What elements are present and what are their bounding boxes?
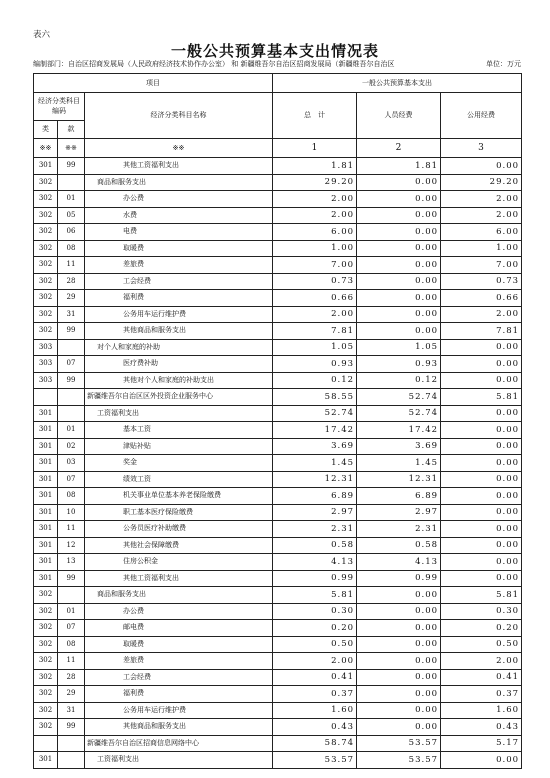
cell-personnel: 53.57 [357,752,441,769]
table-row [34,735,522,752]
cell-total: 0.66 [273,290,357,307]
cell-total: 17.42 [273,422,357,439]
cell-name: 取暖费 [85,240,273,257]
cell-lei: 301 [34,554,58,571]
table-row [34,554,522,571]
cell-total: 1.05 [273,339,357,356]
cell-name: 商品和服务支出 [85,174,273,191]
cell-lei: 301 [34,504,58,521]
header-row [34,74,522,93]
cell-public: 2.00 [441,653,522,670]
cell-public: 0.00 [441,372,522,389]
cell-personnel: 0.00 [357,191,441,208]
cell-public: 0.00 [441,339,522,356]
cell-public: 0.00 [441,752,522,769]
cell-name: 其他对个人和家庭的补助支出 [85,372,273,389]
header-total: 总 计 [273,93,357,139]
cell-personnel: 0.00 [357,273,441,290]
cell-total: 58.55 [273,389,357,406]
cell-total: 0.73 [273,273,357,290]
table-row [34,372,522,389]
cell-personnel: 0.00 [357,719,441,736]
table-row [34,306,522,323]
table-row [34,752,522,769]
cell-name: 福利费 [85,290,273,307]
table-row [34,620,522,637]
cell-name: 其他工资福利支出 [85,158,273,175]
table-row [34,257,522,274]
cell-name: 工会经费 [85,273,273,290]
cell-lei: 301 [34,488,58,505]
cell-total: 6.89 [273,488,357,505]
cell-kuan: 06 [58,224,85,241]
cell-name: 住房公积金 [85,554,273,571]
cell-kuan: 13 [58,554,85,571]
table-row [34,356,522,373]
cell-lei: 302 [34,587,58,604]
cell-lei [34,735,58,752]
cell-total: 1.60 [273,702,357,719]
header-lei: 类 [34,121,58,139]
cell-kuan: 99 [58,719,85,736]
cell-personnel: 1.05 [357,339,441,356]
cell-public: 6.00 [441,224,522,241]
page-label: 表六 [33,30,51,40]
header-row [34,139,522,158]
cell-name: 其他工资福利支出 [85,570,273,587]
cell-personnel: 52.74 [357,405,441,422]
cell-personnel: 0.00 [357,207,441,224]
cell-personnel: 2.31 [357,521,441,538]
cell-lei: 302 [34,273,58,290]
cell-public: 29.20 [441,174,522,191]
cell-public: 5.81 [441,587,522,604]
cell-kuan: 99 [58,372,85,389]
cell-public: 0.41 [441,669,522,686]
cell-name: 公务用车运行维护费 [85,306,273,323]
header-kuan: 款 [58,121,85,139]
cell-personnel: 0.00 [357,686,441,703]
cell-name: 新疆维吾尔自治区招商信息网络中心 [85,735,273,752]
table-row [34,636,522,653]
table-row [34,570,522,587]
cell-total: 12.31 [273,471,357,488]
cell-personnel: 0.00 [357,702,441,719]
cell-total: 0.41 [273,669,357,686]
table-row [34,603,522,620]
cell-total: 0.12 [273,372,357,389]
table-row [34,702,522,719]
cell-total: 0.50 [273,636,357,653]
table-row [34,686,522,703]
cell-name: 福利费 [85,686,273,703]
table-row [34,339,522,356]
cell-kuan: 99 [58,323,85,340]
cell-personnel: 6.89 [357,488,441,505]
cell-lei: 302 [34,191,58,208]
cell-lei: 301 [34,438,58,455]
cell-kuan [58,752,85,769]
table-body [34,74,522,769]
cell-lei: 301 [34,422,58,439]
cell-lei: 302 [34,603,58,620]
cell-public: 0.00 [441,356,522,373]
cell-total: 2.00 [273,191,357,208]
cell-lei: 302 [34,653,58,670]
cell-total: 7.00 [273,257,357,274]
cell-public: 0.00 [441,521,522,538]
cell-kuan: 02 [58,438,85,455]
unit-text: 单位：万元 [486,60,521,68]
cell-personnel: 0.12 [357,372,441,389]
budget-table [33,73,522,769]
cell-public: 5.17 [441,735,522,752]
cell-total: 0.30 [273,603,357,620]
cell-total: 2.00 [273,653,357,670]
cell-lei: 303 [34,339,58,356]
cell-kuan: 07 [58,471,85,488]
cell-total: 5.81 [273,587,357,604]
cell-public: 0.73 [441,273,522,290]
cell-lei: 302 [34,702,58,719]
cell-kuan: 03 [58,455,85,472]
cell-name: 水费 [85,207,273,224]
cell-lei: 301 [34,405,58,422]
cell-total: 4.13 [273,554,357,571]
cell-personnel: 53.57 [357,735,441,752]
cell-lei: 302 [34,636,58,653]
cell-total: 52.74 [273,405,357,422]
cell-public: 0.30 [441,603,522,620]
cell-kuan: 29 [58,686,85,703]
table-row [34,191,522,208]
cell-name: 津贴补贴 [85,438,273,455]
cell-lei: 302 [34,323,58,340]
cell-public: 0.00 [441,504,522,521]
header-econ-name: 经济分类科目名称 [85,93,273,139]
cell-lei: 302 [34,620,58,637]
cell-personnel: 1.45 [357,455,441,472]
cell-total: 58.74 [273,735,357,752]
cell-public: 1.60 [441,702,522,719]
cell-total: 1.45 [273,455,357,472]
cell-total: 6.00 [273,224,357,241]
table-row [34,422,522,439]
cell-name: 其他商品和服务支出 [85,323,273,340]
table-row [34,719,522,736]
cell-public: 1.00 [441,240,522,257]
cell-kuan: 31 [58,702,85,719]
cell-name: 职工基本医疗保险缴费 [85,504,273,521]
cell-lei: 302 [34,719,58,736]
table-row [34,224,522,241]
cell-personnel: 0.00 [357,587,441,604]
cell-kuan: 28 [58,273,85,290]
cell-kuan [58,735,85,752]
table-row [34,488,522,505]
cell-name: 取暖费 [85,636,273,653]
cell-total: 0.99 [273,570,357,587]
table-row [34,471,522,488]
cell-public: 0.66 [441,290,522,307]
cell-personnel: 0.99 [357,570,441,587]
cell-total: 53.57 [273,752,357,769]
cell-lei: 302 [34,174,58,191]
header-basic-expense: 一般公共预算基本支出 [273,74,522,93]
cell-name: 办公费 [85,603,273,620]
table-row [34,587,522,604]
page-title: 一般公共预算基本支出情况表 [170,42,379,60]
header-public: 公用经费 [441,93,522,139]
cell-total: 2.00 [273,306,357,323]
cell-public: 0.00 [441,455,522,472]
cell-kuan: 11 [58,257,85,274]
cell-total: 1.00 [273,240,357,257]
header-col-number: 1 [273,139,357,158]
cell-personnel: 0.00 [357,290,441,307]
cell-lei [34,389,58,406]
cell-personnel: 0.93 [357,356,441,373]
cell-lei: 301 [34,752,58,769]
cell-lei: 302 [34,240,58,257]
cell-public: 0.20 [441,620,522,637]
table-row [34,504,522,521]
table-row [34,323,522,340]
header-mark: ※※ [85,139,273,158]
cell-name: 对个人和家庭的补助 [85,339,273,356]
cell-kuan: 12 [58,537,85,554]
cell-kuan: 07 [58,620,85,637]
cell-lei: 301 [34,570,58,587]
cell-kuan: 01 [58,191,85,208]
cell-name: 其他社会保障缴费 [85,537,273,554]
cell-public: 0.37 [441,686,522,703]
table-row [34,174,522,191]
cell-name: 基本工资 [85,422,273,439]
cell-name: 差旅费 [85,653,273,670]
cell-name: 医疗费补助 [85,356,273,373]
cell-personnel: 2.97 [357,504,441,521]
cell-personnel: 12.31 [357,471,441,488]
cell-personnel: 1.81 [357,158,441,175]
cell-total: 29.20 [273,174,357,191]
header-project: 项目 [34,74,273,93]
cell-lei: 301 [34,158,58,175]
cell-personnel: 0.00 [357,669,441,686]
cell-total: 0.20 [273,620,357,637]
cell-name: 机关事业单位基本养老保险缴费 [85,488,273,505]
cell-personnel: 0.00 [357,174,441,191]
table-row [34,405,522,422]
cell-kuan [58,405,85,422]
cell-public: 7.81 [441,323,522,340]
cell-personnel: 0.00 [357,240,441,257]
cell-kuan: 99 [58,158,85,175]
cell-personnel: 0.00 [357,224,441,241]
cell-kuan: 08 [58,636,85,653]
cell-personnel: 0.00 [357,306,441,323]
cell-public: 0.00 [441,554,522,571]
cell-kuan: 05 [58,207,85,224]
cell-public: 0.00 [441,422,522,439]
cell-kuan: 07 [58,356,85,373]
table-row [34,455,522,472]
header-mark: ※※ [58,139,85,158]
table-row [34,389,522,406]
cell-kuan [58,339,85,356]
cell-personnel: 3.69 [357,438,441,455]
cell-kuan: 01 [58,422,85,439]
header-col-number: 2 [357,139,441,158]
cell-lei: 302 [34,306,58,323]
cell-kuan [58,587,85,604]
cell-name: 公务员医疗补助缴费 [85,521,273,538]
cell-name: 差旅费 [85,257,273,274]
cell-total: 2.31 [273,521,357,538]
cell-name: 邮电费 [85,620,273,637]
cell-name: 商品和服务支出 [85,587,273,604]
cell-kuan: 01 [58,603,85,620]
header-col-number: 3 [441,139,522,158]
cell-kuan: 11 [58,653,85,670]
cell-total: 0.37 [273,686,357,703]
cell-personnel: 4.13 [357,554,441,571]
cell-name: 电费 [85,224,273,241]
cell-public: 2.00 [441,191,522,208]
cell-kuan: 31 [58,306,85,323]
cell-lei: 301 [34,455,58,472]
cell-total: 2.00 [273,207,357,224]
table-row [34,290,522,307]
cell-kuan: 29 [58,290,85,307]
table-row [34,158,522,175]
cell-public: 0.00 [441,438,522,455]
cell-total: 3.69 [273,438,357,455]
header-personnel: 人员经费 [357,93,441,139]
table-row [34,207,522,224]
cell-public: 7.00 [441,257,522,274]
cell-kuan: 08 [58,488,85,505]
cell-lei: 303 [34,356,58,373]
cell-name: 新疆维吾尔自治区区外投资企业服务中心 [85,389,273,406]
cell-lei: 302 [34,669,58,686]
cell-public: 0.43 [441,719,522,736]
cell-total: 0.43 [273,719,357,736]
table-row [34,521,522,538]
cell-public: 0.00 [441,158,522,175]
cell-kuan: 28 [58,669,85,686]
header-mark: ※※ [34,139,58,158]
meta-line [33,59,521,71]
cell-personnel: 17.42 [357,422,441,439]
cell-lei: 302 [34,207,58,224]
cell-lei: 302 [34,686,58,703]
cell-kuan: 99 [58,570,85,587]
cell-kuan [58,174,85,191]
cell-personnel: 52.74 [357,389,441,406]
cell-lei: 302 [34,224,58,241]
table-row [34,240,522,257]
cell-personnel: 0.00 [357,620,441,637]
cell-public: 0.00 [441,405,522,422]
cell-lei: 301 [34,521,58,538]
cell-public: 2.00 [441,207,522,224]
cell-name: 工资福利支出 [85,405,273,422]
cell-lei: 302 [34,290,58,307]
cell-lei: 301 [34,537,58,554]
cell-personnel: 0.00 [357,653,441,670]
table-row [34,537,522,554]
cell-lei: 302 [34,257,58,274]
cell-total: 0.93 [273,356,357,373]
cell-name: 公务用车运行维护费 [85,702,273,719]
cell-personnel: 0.00 [357,603,441,620]
cell-kuan: 11 [58,521,85,538]
cell-name: 奖金 [85,455,273,472]
department-text: 编制部门：自治区招商发展局（人民政府经济技术协作办公室） 和 新疆维吾尔自治区招商发展局（新疆维吾尔自治区 [33,60,395,68]
cell-lei: 301 [34,471,58,488]
cell-public: 0.00 [441,537,522,554]
cell-public: 0.00 [441,488,522,505]
cell-total: 7.81 [273,323,357,340]
cell-total: 1.81 [273,158,357,175]
header-row [34,93,522,121]
cell-public: 2.00 [441,306,522,323]
header-econ-code: 经济分类科目编码 [34,93,85,121]
cell-public: 0.50 [441,636,522,653]
table-row [34,273,522,290]
table-row [34,438,522,455]
cell-kuan: 08 [58,240,85,257]
cell-name: 工资福利支出 [85,752,273,769]
cell-personnel: 0.00 [357,636,441,653]
cell-total: 0.58 [273,537,357,554]
cell-personnel: 0.58 [357,537,441,554]
cell-public: 0.00 [441,471,522,488]
cell-name: 其他商品和服务支出 [85,719,273,736]
cell-public: 5.81 [441,389,522,406]
cell-kuan [58,389,85,406]
table-row [34,669,522,686]
cell-personnel: 0.00 [357,257,441,274]
cell-kuan: 10 [58,504,85,521]
cell-name: 绩效工资 [85,471,273,488]
cell-lei: 303 [34,372,58,389]
cell-name: 办公费 [85,191,273,208]
cell-personnel: 0.00 [357,323,441,340]
cell-total: 2.97 [273,504,357,521]
cell-name: 工会经费 [85,669,273,686]
cell-public: 0.00 [441,570,522,587]
table-row [34,653,522,670]
